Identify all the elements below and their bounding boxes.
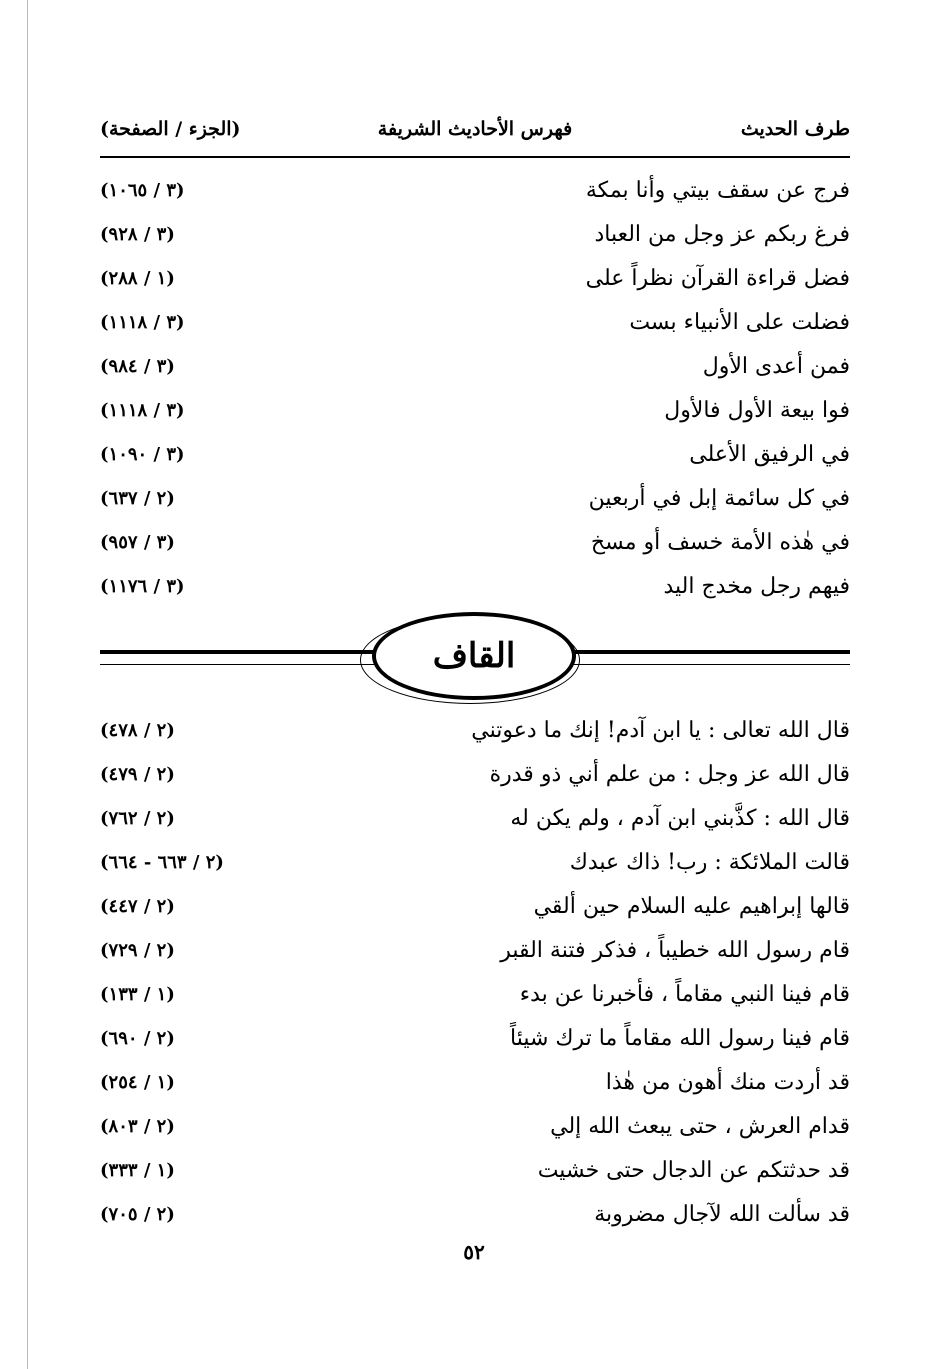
index-row <box>100 480 850 524</box>
index-row <box>100 568 850 612</box>
volume-page-ref: (٢ / ٤٧٩) <box>100 764 175 785</box>
volume-page-ref: (١ / ٢٥٤) <box>100 1072 175 1093</box>
index-row <box>100 976 850 1020</box>
volume-page-ref: (٢ / ٧٢٩) <box>100 940 175 961</box>
hadith-opening: فيهم رجل مخدج اليد <box>663 574 850 599</box>
hadith-opening: قدام العرش ، حتى يبعث الله إلي <box>550 1114 850 1139</box>
hadith-opening: قام فينا النبي مقاماً ، فأخبرنا عن بدء <box>519 982 850 1007</box>
hadith-opening: قالها إبراهيم عليه السلام حين ألقي <box>533 894 850 919</box>
header-column-hadith: طرف الحديث <box>740 118 850 140</box>
hadith-list-fa <box>100 172 850 612</box>
index-row <box>100 1196 850 1240</box>
index-row <box>100 1020 850 1064</box>
hadith-opening: في كل سائمة إبل في أربعين <box>588 486 850 511</box>
volume-page-ref: (١ / ١٣٣) <box>100 984 175 1005</box>
divider-bar-left <box>100 650 385 665</box>
volume-page-ref: (٢ / ٦٩٠) <box>100 1028 175 1049</box>
volume-page-ref: (٣ / ٩٢٨) <box>100 224 175 245</box>
header-column-volume-page: (الجزء / الصفحة) <box>100 118 241 140</box>
volume-page-ref: (٣ / ١٠٦٥) <box>100 180 185 201</box>
index-row <box>100 304 850 348</box>
volume-page-ref: (٣ / ١١١٨) <box>100 312 185 333</box>
header-title: فهرس الأحاديث الشريفة <box>377 118 573 140</box>
hadith-opening: قال الله تعالى : يا ابن آدم! إنك ما دعوتني <box>471 718 850 743</box>
index-row <box>100 1108 850 1152</box>
volume-page-ref: (٣ / ١١١٨) <box>100 400 185 421</box>
index-row <box>100 392 850 436</box>
index-row <box>100 888 850 932</box>
index-row <box>100 260 850 304</box>
hadith-opening: فرج عن سقف بيتي وأنا بمكة <box>585 178 850 203</box>
hadith-opening: فضلت على الأنبياء بست <box>629 310 850 335</box>
header-rule <box>100 156 850 158</box>
index-row <box>100 712 850 756</box>
hadith-opening: فمن أعدى الأول <box>702 354 850 379</box>
index-row <box>100 524 850 568</box>
hadith-opening: قام فينا رسول الله مقاماً ما ترك شيئاً <box>510 1026 850 1051</box>
hadith-opening: قالت الملائكة : رب! ذاك عبدك <box>569 850 850 875</box>
volume-page-ref: (٣ / ٩٥٧) <box>100 532 175 553</box>
volume-page-ref: (٢ / ٤٤٧) <box>100 896 175 917</box>
volume-page-ref: (٣ / ٩٨٤) <box>100 356 175 377</box>
divider-bar-right <box>565 650 850 665</box>
page-number: ٥٢ <box>463 1240 485 1264</box>
hadith-opening: قد أردت منك أهون من هٰذا <box>605 1070 850 1095</box>
volume-page-ref: (٢ / ٧٠٥) <box>100 1204 175 1225</box>
volume-page-ref: (٢ / ٤٧٨) <box>100 720 175 741</box>
index-row <box>100 216 850 260</box>
index-row <box>100 800 850 844</box>
section-oval <box>372 612 576 700</box>
index-row <box>100 436 850 480</box>
volume-page-ref: (٢ / ٦٣٧) <box>100 488 175 509</box>
hadith-opening: قال الله : كذَّبني ابن آدم ، ولم يكن له <box>510 806 850 831</box>
volume-page-ref: (٢ / ٦٦٣ - ٦٦٤) <box>100 852 224 873</box>
hadith-opening: فرغ ربكم عز وجل من العباد <box>594 222 850 247</box>
hadith-opening: في هٰذه الأمة خسف أو مسخ <box>590 530 850 555</box>
index-row <box>100 932 850 976</box>
hadith-opening: قام رسول الله خطيباً ، فذكر فتنة القبر <box>500 938 850 963</box>
volume-page-ref: (١ / ٣٣٣) <box>100 1160 175 1181</box>
volume-page-ref: (٢ / ٨٠٣) <box>100 1116 175 1137</box>
hadith-opening: فوا بيعة الأول فالأول <box>664 398 850 423</box>
volume-page-ref: (٢ / ٧٦٢) <box>100 808 175 829</box>
hadith-opening: قد حدثتكم عن الدجال حتى خشيت <box>537 1158 850 1183</box>
index-row <box>100 172 850 216</box>
index-row <box>100 1152 850 1196</box>
section-title: القاف <box>432 636 516 676</box>
index-row <box>100 1064 850 1108</box>
hadith-opening: فضل قراءة القرآن نظراً على <box>585 266 850 291</box>
index-row <box>100 756 850 800</box>
hadith-opening: قد سألت الله لآجال مضروبة <box>594 1202 850 1227</box>
page-edge-line <box>27 0 28 1369</box>
volume-page-ref: (١ / ٢٨٨) <box>100 268 175 289</box>
page-header <box>100 112 850 152</box>
hadith-opening: في الرفيق الأعلى <box>689 442 850 467</box>
volume-page-ref: (٣ / ١١٧٦) <box>100 576 185 597</box>
section-divider-qaf <box>100 610 850 710</box>
index-row <box>100 844 850 888</box>
volume-page-ref: (٣ / ١٠٩٠) <box>100 444 185 465</box>
hadith-opening: قال الله عز وجل : من علم أني ذو قدرة <box>489 762 850 787</box>
hadith-list-qaf <box>100 712 850 1240</box>
index-row <box>100 348 850 392</box>
